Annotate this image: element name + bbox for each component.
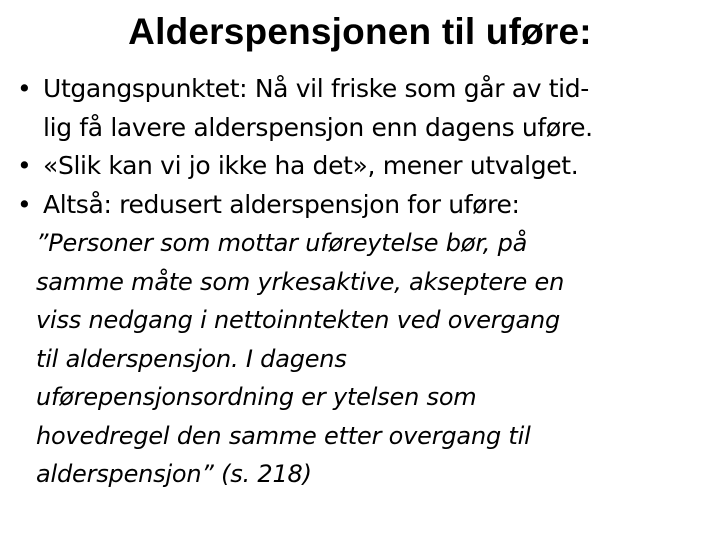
bullet-text-line: Altså: redusert alderspensjon for uføre: xyxy=(43,189,520,219)
quote-line: til alderspensjon. I dagens xyxy=(36,344,347,373)
quote-line: viss nedgang i nettoinntekten ved overgang xyxy=(36,306,561,334)
bullet-item xyxy=(14,186,714,225)
bullet-marker: • xyxy=(17,151,32,180)
bullet-text-line: Utgangspunktet: Nå vil friske som går av tid- xyxy=(43,74,589,103)
bullet-item xyxy=(14,147,714,186)
quote-line: alderspensjon” (s. 218) xyxy=(36,460,312,488)
quote-line: samme måte som yrkesaktive, akseptere en xyxy=(36,267,565,296)
bullet-text-line: «Slik kan vi jo ikke ha det», mener utvalget. xyxy=(43,151,579,180)
bullet-text-line: lig få lavere alderspensjon enn dagens uføre. xyxy=(43,112,593,142)
bullet-marker: • xyxy=(17,189,32,219)
bullet-marker: • xyxy=(17,74,32,103)
quote-line: ”Personer som mottar uføreytelse bør, på xyxy=(36,229,528,257)
quote-block xyxy=(36,224,714,494)
quote-line: uførepensjonsordning er ytelsen som xyxy=(36,383,477,411)
slide-body xyxy=(14,70,714,494)
quote-line: hovedregel den samme etter overgang til xyxy=(36,421,531,450)
bullet-item xyxy=(14,70,714,147)
slide-title: Alderspensjonen til uføre: xyxy=(128,11,592,52)
